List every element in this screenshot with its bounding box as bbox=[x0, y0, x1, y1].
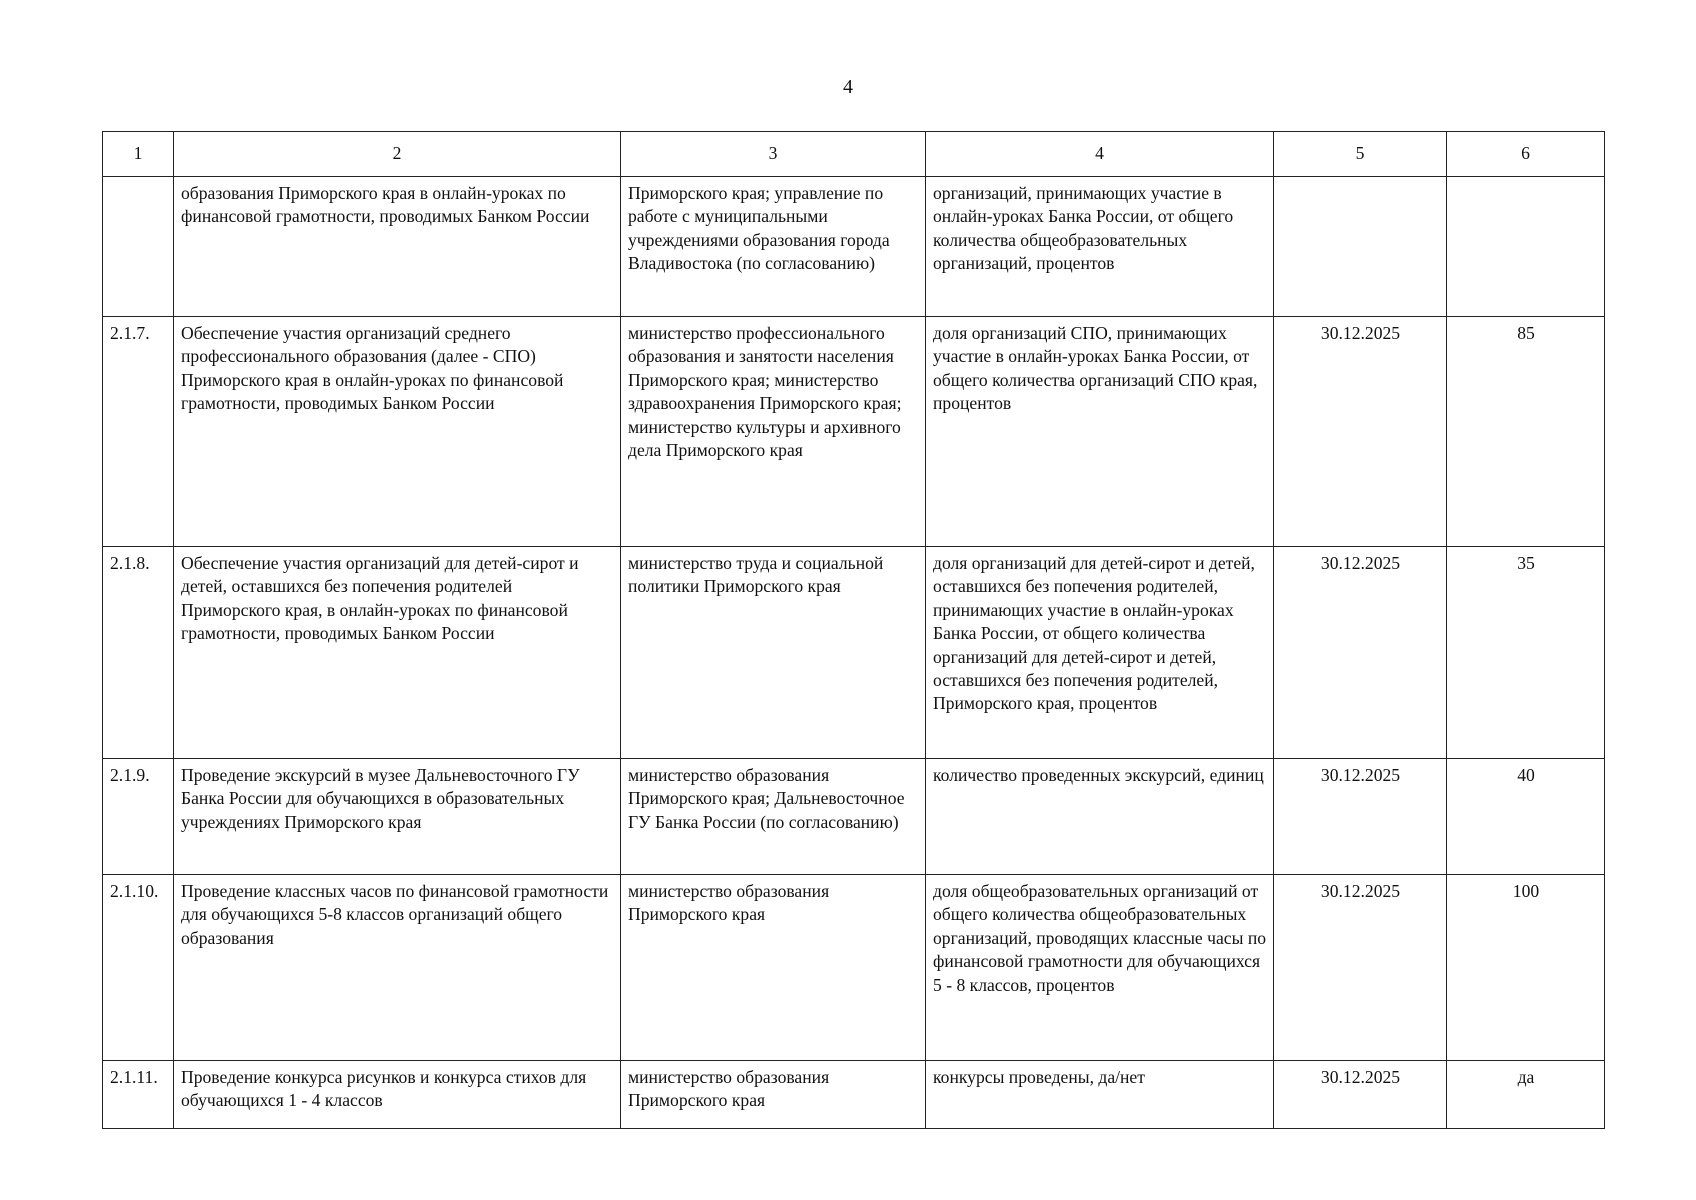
event-cell: Проведение конкурса рисунков и конкурса стихов для обучающихся 1 - 4 классов bbox=[174, 1061, 621, 1129]
column-numbers-row bbox=[103, 132, 1605, 177]
table-row bbox=[103, 759, 1605, 875]
event-cell: Обеспечение участия организаций для детей-сирот и детей, оставшихся без попечения родителей Приморского края, в онлайн-уроках по финансовой грамотности, проводимых Банком России bbox=[174, 547, 621, 759]
column-header: 1 bbox=[103, 132, 174, 177]
table-row bbox=[103, 317, 1605, 547]
column-header: 4 bbox=[926, 132, 1274, 177]
plan-table bbox=[102, 131, 1605, 1129]
column-header: 2 bbox=[174, 132, 621, 177]
value-cell: 100 bbox=[1447, 875, 1605, 1061]
table-row bbox=[103, 177, 1605, 317]
event-cell: Обеспечение участия организаций среднего профессионального образования (далее - СПО) Приморского края в онлайн-уроках по финансовой грамотности, проводимых Банком России bbox=[174, 317, 621, 547]
date-cell bbox=[1274, 177, 1447, 317]
value-cell: да bbox=[1447, 1061, 1605, 1129]
indicator-cell: доля организаций СПО, принимающих участие в онлайн-уроках Банка России, от общего количества организаций СПО края, процентов bbox=[926, 317, 1274, 547]
value-cell bbox=[1447, 177, 1605, 317]
row-number: 2.1.10. bbox=[103, 875, 174, 1061]
indicator-cell: доля организаций для детей-сирот и детей, оставшихся без попечения родителей, принимающих участие в онлайн-уроках Банка России, от общего количества организаций для детей-сирот и детей, оставшихся без попечения родителей, Приморского края, процентов bbox=[926, 547, 1274, 759]
column-header: 3 bbox=[621, 132, 926, 177]
row-number: 2.1.8. bbox=[103, 547, 174, 759]
executor-cell: Приморского края; управление по работе с муниципальными учреждениями образования города Владивостока (по согласованию) bbox=[621, 177, 926, 317]
event-cell: образования Приморского края в онлайн-уроках по финансовой грамотности, проводимых Банком России bbox=[174, 177, 621, 317]
column-header: 5 bbox=[1274, 132, 1447, 177]
event-cell: Проведение экскурсий в музее Дальневосточного ГУ Банка России для обучающихся в образовательных учреждениях Приморского края bbox=[174, 759, 621, 875]
date-cell: 30.12.2025 bbox=[1274, 1061, 1447, 1129]
column-header: 6 bbox=[1447, 132, 1605, 177]
indicator-cell: конкурсы проведены, да/нет bbox=[926, 1061, 1274, 1129]
value-cell: 85 bbox=[1447, 317, 1605, 547]
row-number: 2.1.7. bbox=[103, 317, 174, 547]
executor-cell: министерство профессионального образования и занятости населения Приморского края; министерство здравоохранения Приморского края; министерство культуры и архивного дела Приморского края bbox=[621, 317, 926, 547]
date-cell: 30.12.2025 bbox=[1274, 547, 1447, 759]
date-cell: 30.12.2025 bbox=[1274, 875, 1447, 1061]
page-number: 4 bbox=[843, 76, 853, 98]
executor-cell: министерство образования Приморского края bbox=[621, 1061, 926, 1129]
indicator-cell: количество проведенных экскурсий, единиц bbox=[926, 759, 1274, 875]
date-cell: 30.12.2025 bbox=[1274, 317, 1447, 547]
executor-cell: министерство образования Приморского края bbox=[621, 875, 926, 1061]
indicator-cell: доля общеобразовательных организаций от общего количества общеобразовательных организаций, проводящих классные часы по финансовой грамотности для обучающихся 5 - 8 классов, процентов bbox=[926, 875, 1274, 1061]
table-row bbox=[103, 547, 1605, 759]
row-number: 2.1.11. bbox=[103, 1061, 174, 1129]
value-cell: 35 bbox=[1447, 547, 1605, 759]
event-cell: Проведение классных часов по финансовой грамотности для обучающихся 5-8 классов организаций общего образования bbox=[174, 875, 621, 1061]
table-row bbox=[103, 1061, 1605, 1129]
row-number: 2.1.9. bbox=[103, 759, 174, 875]
executor-cell: министерство образования Приморского края; Дальневосточное ГУ Банка России (по согласованию) bbox=[621, 759, 926, 875]
indicator-cell: организаций, принимающих участие в онлайн-уроках Банка России, от общего количества общеобразовательных организаций, процентов bbox=[926, 177, 1274, 317]
table-row bbox=[103, 875, 1605, 1061]
executor-cell: министерство труда и социальной политики Приморского края bbox=[621, 547, 926, 759]
value-cell: 40 bbox=[1447, 759, 1605, 875]
date-cell: 30.12.2025 bbox=[1274, 759, 1447, 875]
row-number bbox=[103, 177, 174, 317]
